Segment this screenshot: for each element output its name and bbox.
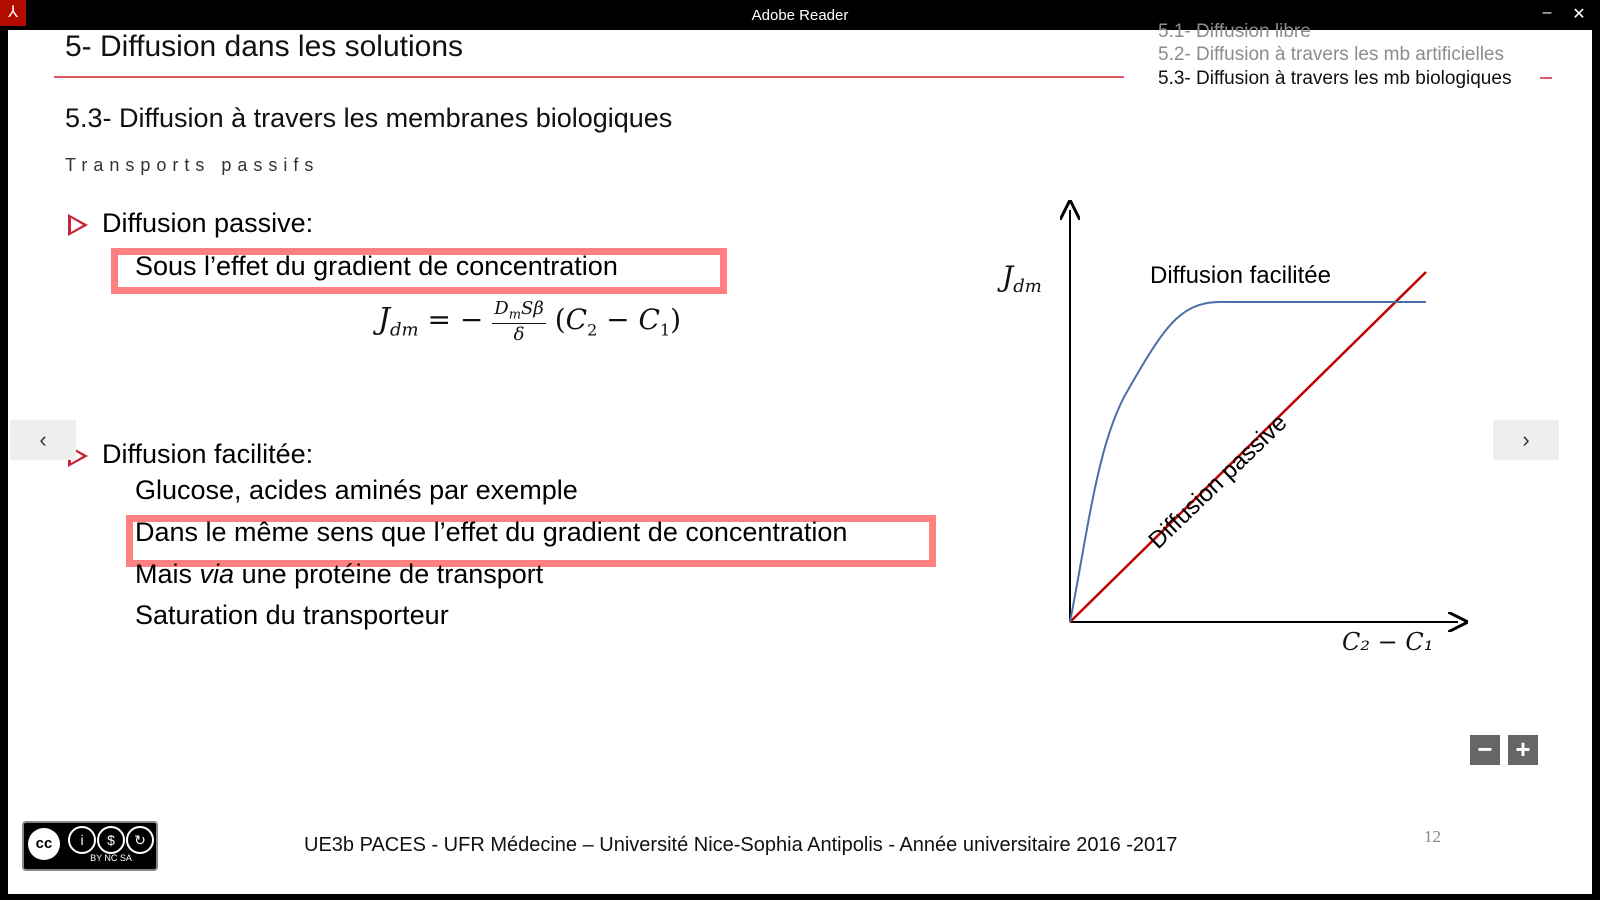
pdf-page — [8, 21, 1592, 894]
passive-line-1: Sous l’effet du gradient de concentration — [135, 251, 618, 281]
page-number: 12 — [1424, 827, 1441, 846]
facilitated-line-4: Saturation du transporteur — [135, 600, 449, 630]
y-axis-label: $J_{dm}$ — [1002, 260, 1042, 297]
creative-commons-badge — [22, 821, 158, 871]
title-underline — [54, 76, 1124, 78]
bullet-diffusion-facilitee: Diffusion facilitée: — [102, 439, 314, 469]
bullet-triangle-icon — [68, 214, 88, 236]
facilitated-line-1: Glucose, acides aminés par exemple — [135, 475, 578, 505]
close-button[interactable]: ✕ — [1572, 6, 1586, 23]
sharealike-icon: ↻ — [126, 826, 154, 854]
zoom-out-button[interactable]: − — [1470, 735, 1500, 765]
line3-suffix: une protéine de transport — [241, 559, 544, 589]
minimize-button[interactable]: – — [1542, 4, 1552, 21]
license-text: BY NC SA — [90, 853, 132, 863]
zoom-in-button[interactable]: + — [1508, 735, 1538, 765]
x-axis-label: C₂ − C₁ — [1342, 628, 1434, 656]
cc-icon: cc — [28, 828, 60, 860]
toc-item-3: 5.3- Diffusion à travers les mb biologiques — [1158, 68, 1512, 89]
attribution-icon: i — [68, 826, 96, 854]
prev-page-button[interactable]: ‹ — [10, 420, 76, 460]
passive-line-label: Diffusion passive — [1143, 409, 1293, 555]
toc-current-marker — [1540, 77, 1552, 79]
adobe-reader-icon: ⅄ — [0, 0, 26, 26]
footer-text: UE3b PACES - UFR Médecine – Université Nice-Sophia Antipolis - Année universitaire 2016 -2017 — [304, 834, 1178, 856]
facilitated-line-3 — [135, 559, 543, 590]
section-heading: 5.3- Diffusion à travers les membranes biologiques — [65, 103, 673, 133]
next-page-button[interactable]: › — [1493, 420, 1559, 460]
bullet-diffusion-passive: Diffusion passive: — [102, 208, 314, 238]
line3-italic: via — [199, 559, 235, 589]
slide-title: 5- Diffusion dans les solutions — [65, 30, 463, 63]
subsection-heading: Transports passifs — [65, 155, 320, 175]
window-title: Adobe Reader — [751, 7, 849, 24]
noncommercial-icon: $ — [97, 826, 125, 854]
toc-item-1: 5.1- Diffusion libre — [1158, 21, 1311, 42]
facilitated-line-2: Dans le même sens que l’effet du gradient de concentration — [135, 517, 848, 547]
toc-item-2: 5.2- Diffusion à travers les mb artificielles — [1158, 44, 1504, 65]
flux-equation: $J_{dm}$ = − $D_mS\beta$ δ $(C_2 - C_1)$ — [378, 298, 682, 345]
facilitated-curve-label: Diffusion facilitée — [1150, 262, 1331, 289]
title-bar — [0, 0, 1600, 30]
line3-prefix: Mais — [135, 559, 193, 589]
diffusion-graph — [998, 200, 1498, 656]
